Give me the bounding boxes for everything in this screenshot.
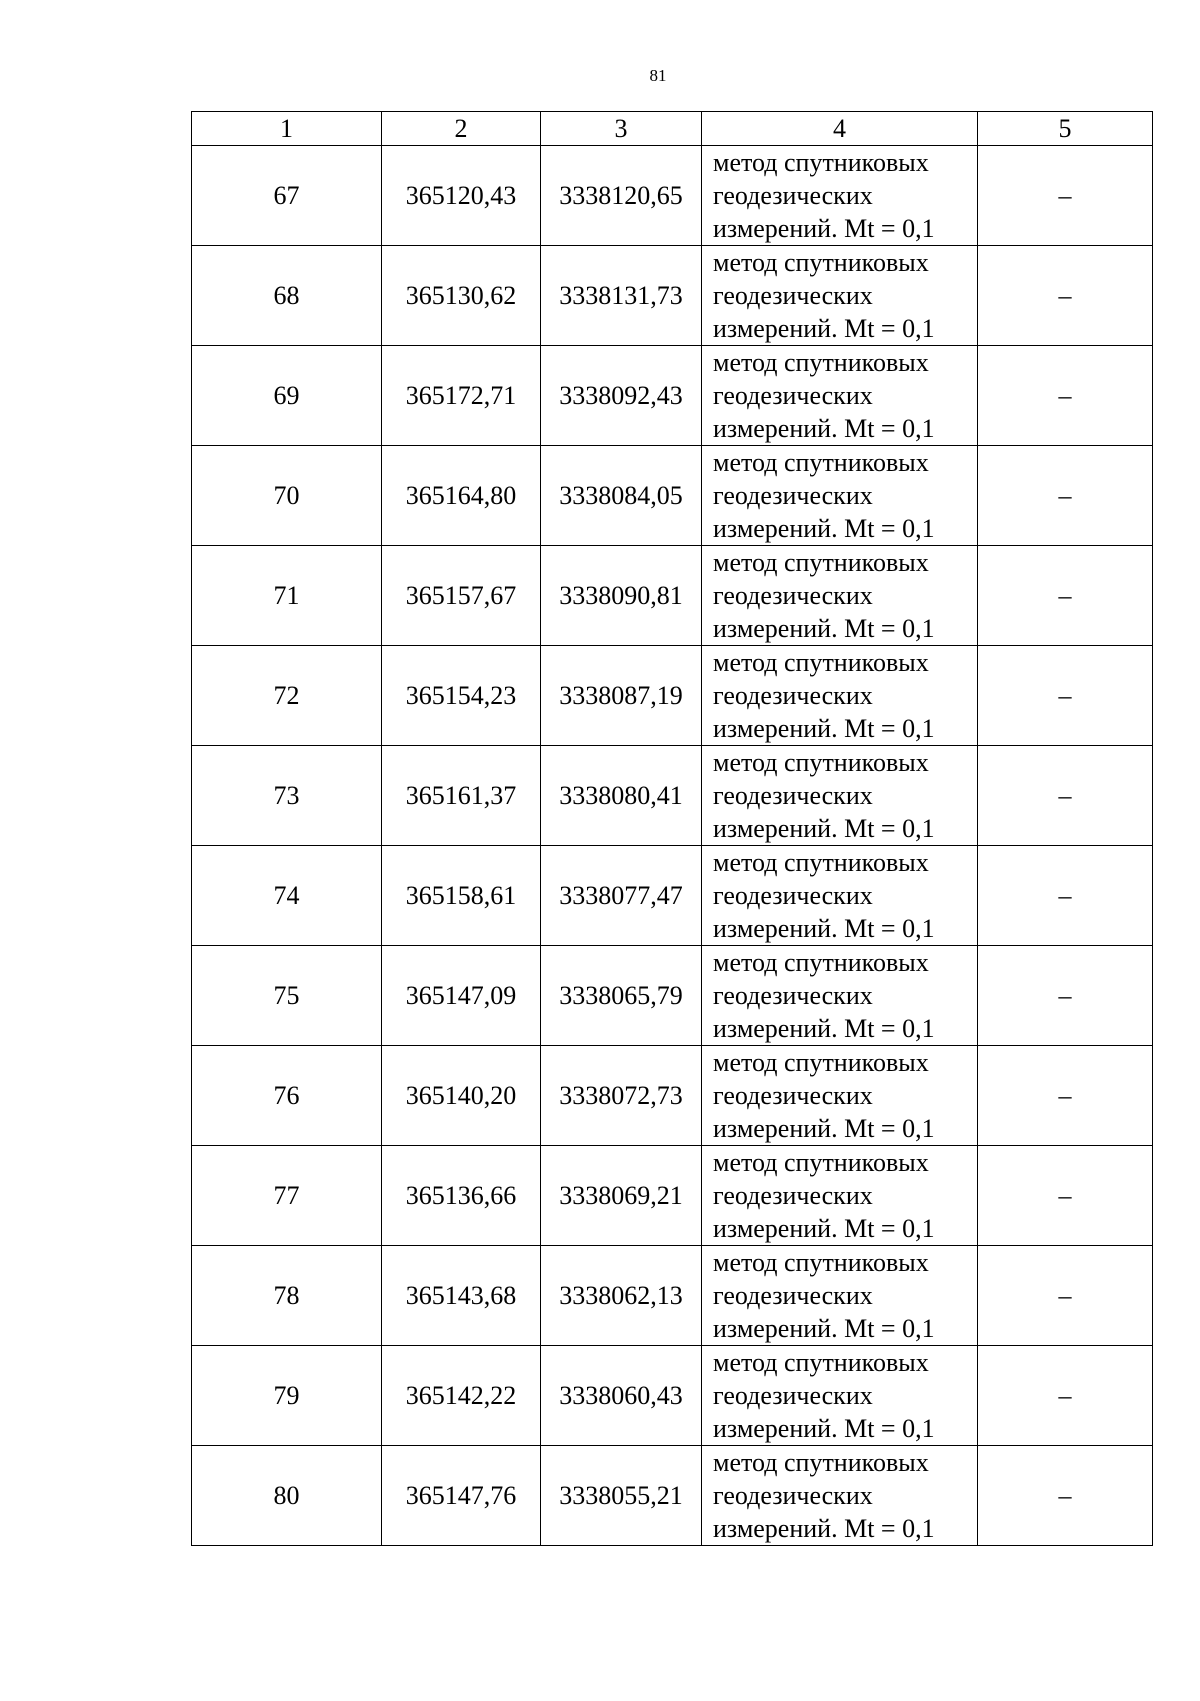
column-header: 4 <box>702 112 978 146</box>
y-coordinate-cell: 3338077,47 <box>541 846 702 946</box>
table-row <box>192 646 1153 746</box>
point-number-cell: 77 <box>192 1146 382 1246</box>
x-coordinate-cell: 365143,68 <box>382 1246 541 1346</box>
point-number-cell: 68 <box>192 246 382 346</box>
y-coordinate-cell: 3338087,19 <box>541 646 702 746</box>
point-number-cell: 70 <box>192 446 382 546</box>
note-cell: – <box>978 546 1153 646</box>
method-cell: метод спутниковых геодезических измерений. Mt = 0,1 <box>702 946 978 1046</box>
y-coordinate-cell: 3338065,79 <box>541 946 702 1046</box>
note-cell: – <box>978 846 1153 946</box>
point-number-cell: 79 <box>192 1346 382 1446</box>
table-row <box>192 446 1153 546</box>
y-coordinate-cell: 3338131,73 <box>541 246 702 346</box>
table-row <box>192 1346 1153 1446</box>
x-coordinate-cell: 365158,61 <box>382 846 541 946</box>
y-coordinate-cell: 3338072,73 <box>541 1046 702 1146</box>
x-coordinate-cell: 365157,67 <box>382 546 541 646</box>
y-coordinate-cell: 3338060,43 <box>541 1346 702 1446</box>
x-coordinate-cell: 365161,37 <box>382 746 541 846</box>
method-cell: метод спутниковых геодезических измерений. Mt = 0,1 <box>702 546 978 646</box>
x-coordinate-cell: 365120,43 <box>382 146 541 246</box>
note-cell: – <box>978 346 1153 446</box>
column-header: 3 <box>541 112 702 146</box>
note-cell: – <box>978 246 1153 346</box>
column-header: 2 <box>382 112 541 146</box>
point-number-cell: 76 <box>192 1046 382 1146</box>
method-cell: метод спутниковых геодезических измерений. Mt = 0,1 <box>702 1446 978 1546</box>
note-cell: – <box>978 646 1153 746</box>
table-row <box>192 746 1153 846</box>
table-row <box>192 1046 1153 1146</box>
method-cell: метод спутниковых геодезических измерений. Mt = 0,1 <box>702 746 978 846</box>
note-cell: – <box>978 946 1153 1046</box>
x-coordinate-cell: 365136,66 <box>382 1146 541 1246</box>
x-coordinate-cell: 365154,23 <box>382 646 541 746</box>
point-number-cell: 75 <box>192 946 382 1046</box>
table-row <box>192 1246 1153 1346</box>
y-coordinate-cell: 3338055,21 <box>541 1446 702 1546</box>
table-header-row <box>192 112 1153 146</box>
y-coordinate-cell: 3338062,13 <box>541 1246 702 1346</box>
note-cell: – <box>978 1146 1153 1246</box>
point-number-cell: 78 <box>192 1246 382 1346</box>
page-number: 81 <box>649 66 667 85</box>
note-cell: – <box>978 1346 1153 1446</box>
table-row <box>192 946 1153 1046</box>
y-coordinate-cell: 3338120,65 <box>541 146 702 246</box>
x-coordinate-cell: 365164,80 <box>382 446 541 546</box>
method-cell: метод спутниковых геодезических измерений. Mt = 0,1 <box>702 1046 978 1146</box>
method-cell: метод спутниковых геодезических измерений. Mt = 0,1 <box>702 1246 978 1346</box>
point-number-cell: 73 <box>192 746 382 846</box>
coordinates-table <box>191 111 1153 1546</box>
table-row <box>192 546 1153 646</box>
y-coordinate-cell: 3338090,81 <box>541 546 702 646</box>
table-row <box>192 1446 1153 1546</box>
point-number-cell: 67 <box>192 146 382 246</box>
note-cell: – <box>978 446 1153 546</box>
table-body <box>192 146 1153 1546</box>
method-cell: метод спутниковых геодезических измерений. Mt = 0,1 <box>702 646 978 746</box>
x-coordinate-cell: 365147,76 <box>382 1446 541 1546</box>
note-cell: – <box>978 1046 1153 1146</box>
x-coordinate-cell: 365172,71 <box>382 346 541 446</box>
method-cell: метод спутниковых геодезических измерений. Mt = 0,1 <box>702 1146 978 1246</box>
point-number-cell: 69 <box>192 346 382 446</box>
x-coordinate-cell: 365140,20 <box>382 1046 541 1146</box>
y-coordinate-cell: 3338069,21 <box>541 1146 702 1246</box>
y-coordinate-cell: 3338084,05 <box>541 446 702 546</box>
column-header: 5 <box>978 112 1153 146</box>
table-row <box>192 1146 1153 1246</box>
method-cell: метод спутниковых геодезических измерений. Mt = 0,1 <box>702 246 978 346</box>
note-cell: – <box>978 146 1153 246</box>
table-row <box>192 846 1153 946</box>
y-coordinate-cell: 3338092,43 <box>541 346 702 446</box>
table-row <box>192 346 1153 446</box>
point-number-cell: 72 <box>192 646 382 746</box>
point-number-cell: 80 <box>192 1446 382 1546</box>
note-cell: – <box>978 1446 1153 1546</box>
x-coordinate-cell: 365147,09 <box>382 946 541 1046</box>
x-coordinate-cell: 365130,62 <box>382 246 541 346</box>
column-header: 1 <box>192 112 382 146</box>
method-cell: метод спутниковых геодезических измерений. Mt = 0,1 <box>702 146 978 246</box>
note-cell: – <box>978 746 1153 846</box>
method-cell: метод спутниковых геодезических измерений. Mt = 0,1 <box>702 346 978 446</box>
x-coordinate-cell: 365142,22 <box>382 1346 541 1446</box>
method-cell: метод спутниковых геодезических измерений. Mt = 0,1 <box>702 846 978 946</box>
point-number-cell: 71 <box>192 546 382 646</box>
table-row <box>192 146 1153 246</box>
table-row <box>192 246 1153 346</box>
method-cell: метод спутниковых геодезических измерений. Mt = 0,1 <box>702 1346 978 1446</box>
point-number-cell: 74 <box>192 846 382 946</box>
method-cell: метод спутниковых геодезических измерений. Mt = 0,1 <box>702 446 978 546</box>
note-cell: – <box>978 1246 1153 1346</box>
y-coordinate-cell: 3338080,41 <box>541 746 702 846</box>
